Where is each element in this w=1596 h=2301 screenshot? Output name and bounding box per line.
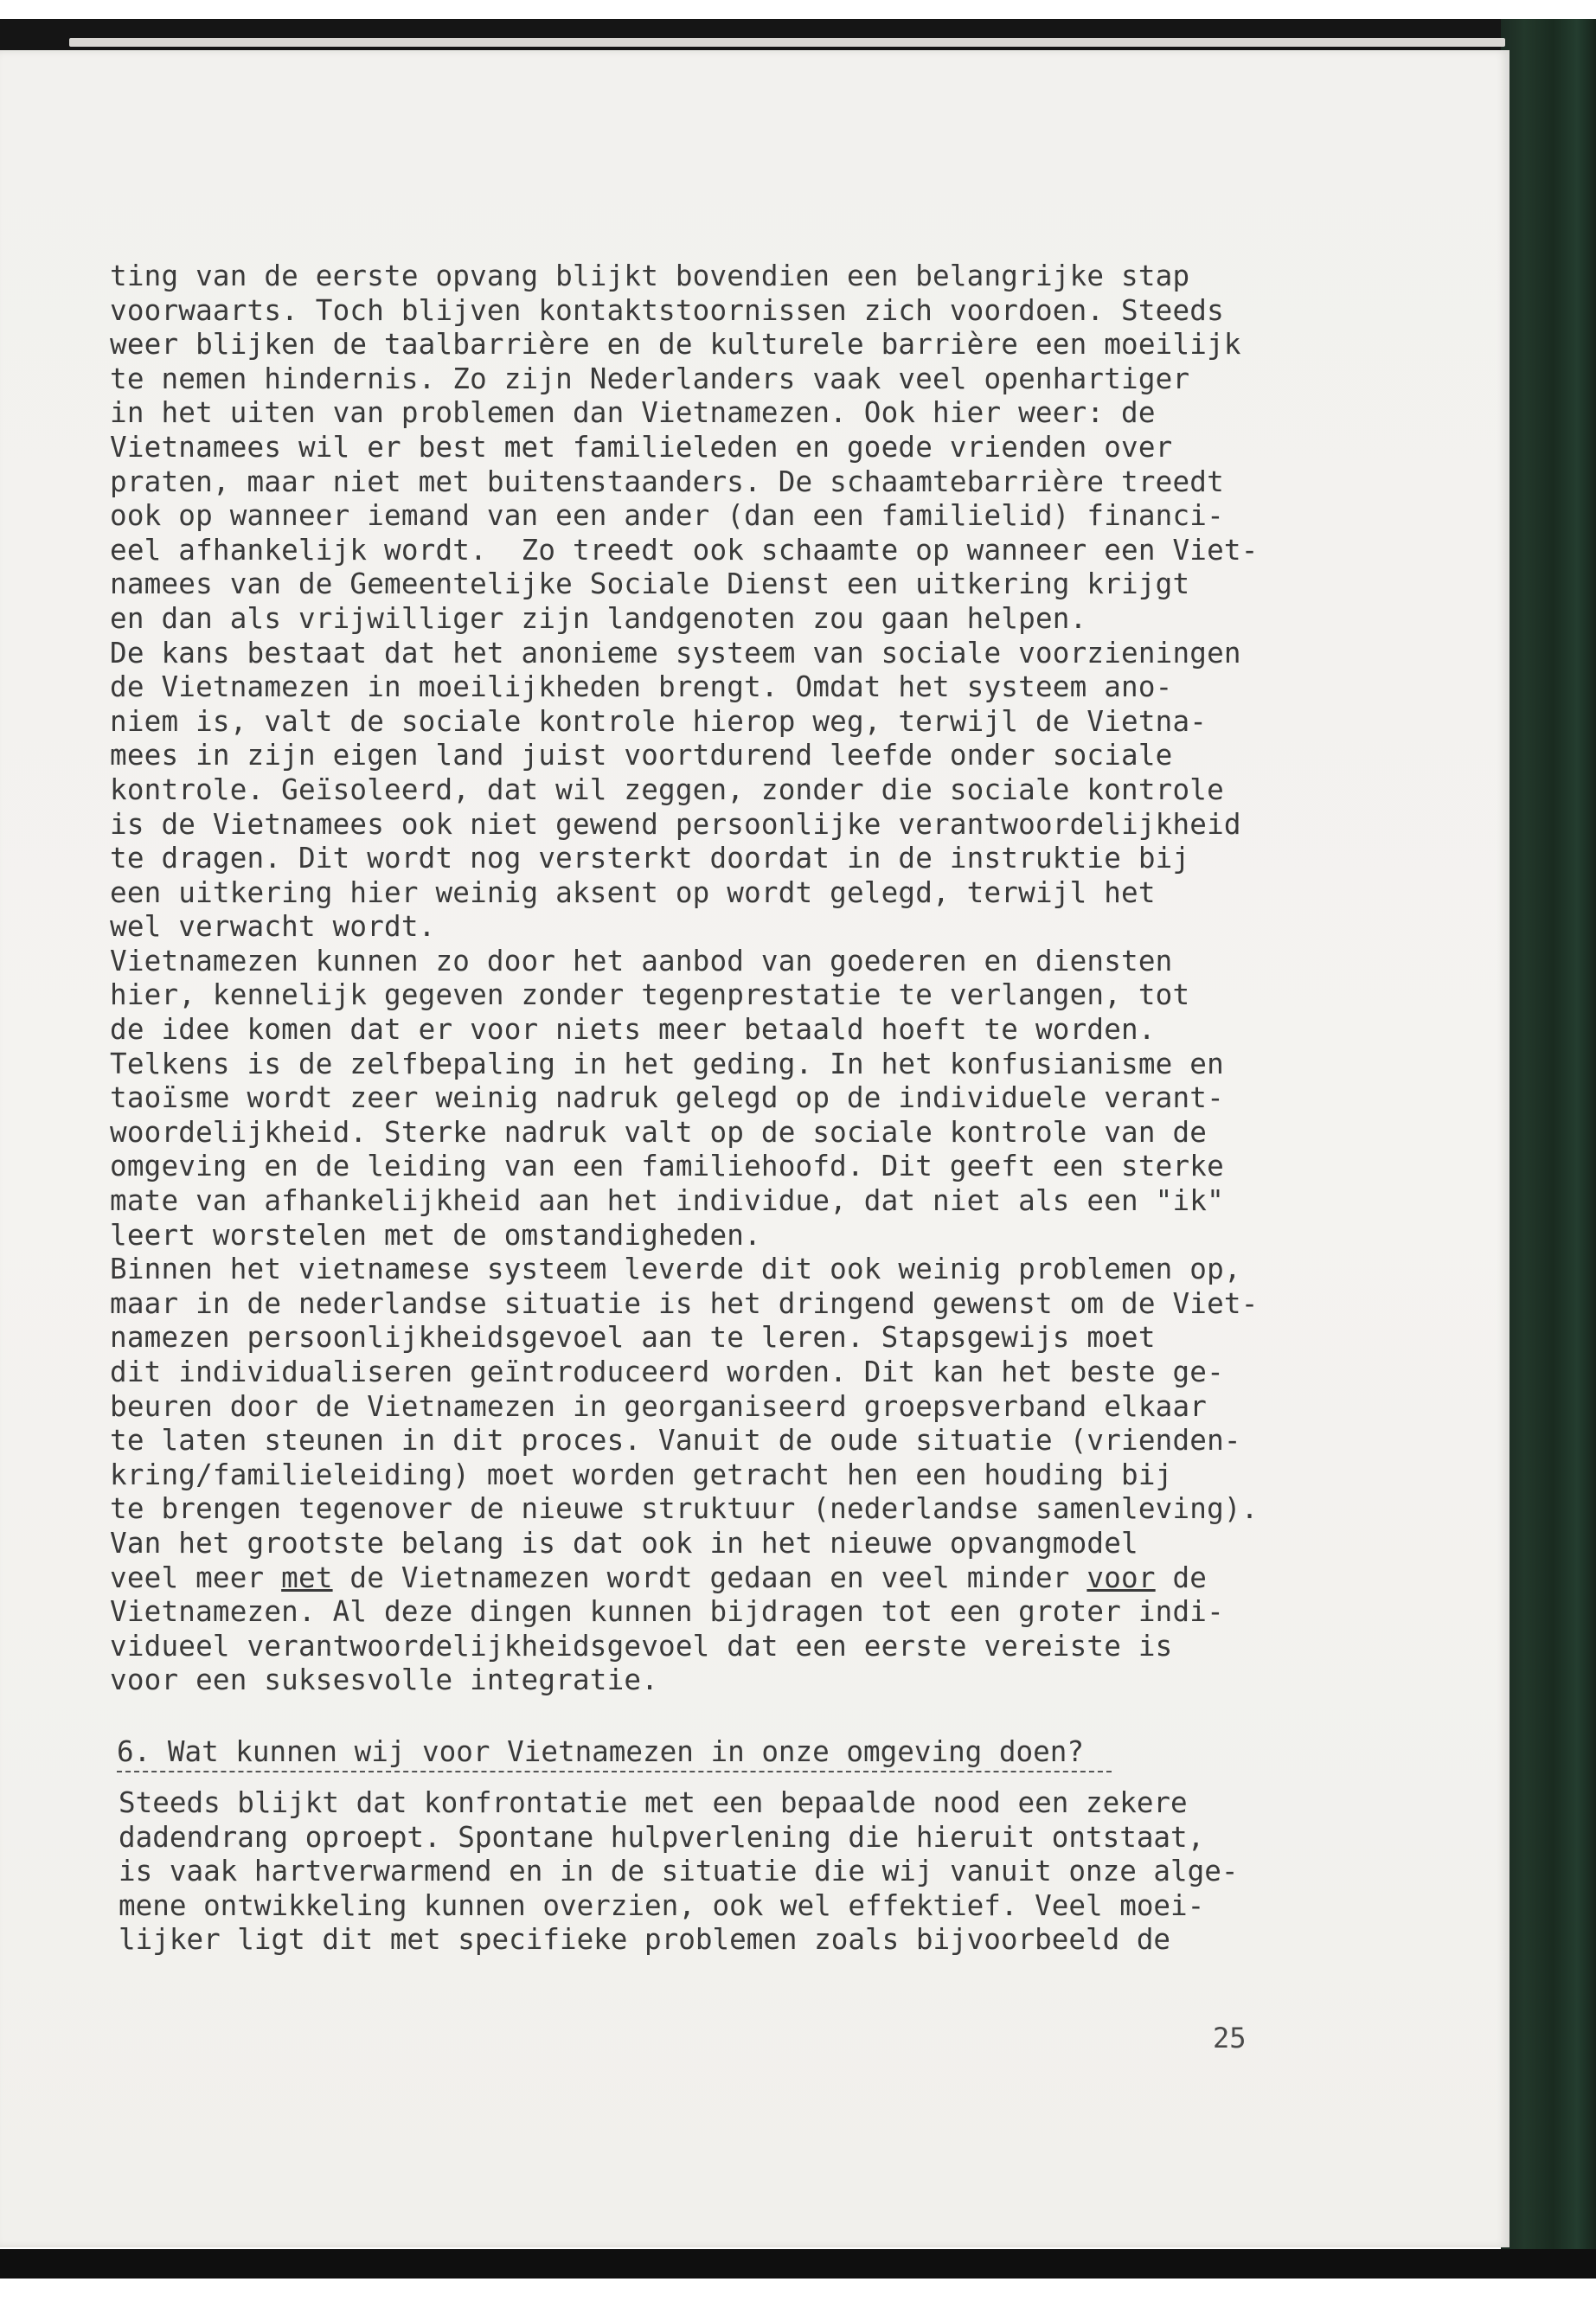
text-line: eel afhankelijk wordt. Zo treedt ook schaamte op wanneer een Viet- <box>110 533 1259 567</box>
text-line: ook op wanneer iemand van een ander (dan een familielid) financi- <box>110 499 1224 533</box>
emphasis-part: de Vietnamezen wordt gedaan en veel minder <box>332 1561 1087 1594</box>
emphasis-line <box>110 1561 1321 1596</box>
text-line: mate van afhankelijkheid aan het individue, dat niet als een "ik" <box>110 1184 1224 1218</box>
text-line: Vietnamezen kunnen zo door het aanbod van goederen en diensten <box>110 944 1173 977</box>
text-line: maar in de nederlandse situatie is het dringend gewenst om de Viet- <box>110 1286 1259 1320</box>
page-number: 25 <box>1213 2022 1247 2054</box>
text-line: kring/familieleiding) moet worden getracht hen een houding bij <box>110 1458 1173 1491</box>
text-line: is de Vietnamees ook niet gewend persoonlijke verantwoordelijkheid <box>110 807 1241 841</box>
text-line: de idee komen dat er voor niets meer betaald hoeft te worden. <box>110 1013 1156 1047</box>
text-line: leert worstelen met de omstandigheden. <box>110 1218 761 1252</box>
text-line: Steeds blijkt dat konfrontatie met een bepaalde nood een zekere <box>119 1786 1188 1819</box>
text-line: is vaak hartverwarmend en in de situatie die wij vanuit onze alge- <box>119 1855 1239 1888</box>
page-edge <box>69 38 1505 47</box>
text-line: praten, maar niet met buitenstaanders. De schaamtebarrière treedt <box>110 465 1224 498</box>
text-line: te laten steunen in dit proces. Vanuit de oude situatie (vrienden- <box>110 1424 1241 1458</box>
section-body-text <box>119 1786 1330 1958</box>
text-line: omgeving en de leiding van een familiehoofd. Dit geeft een sterke <box>110 1150 1224 1183</box>
text-line: in het uiten van problemen dan Vietnamezen. Ook hier weer: de <box>110 396 1156 430</box>
text-line: mene ontwikkeling kunnen overzien, ook wel effektief. Veel moei- <box>119 1888 1205 1922</box>
text-line: woordelijkheid. Sterke nadruk valt op de sociale kontrole van de <box>110 1115 1208 1149</box>
text-line: Vietnamees wil er best met familieleden en goede vrienden over <box>110 430 1173 464</box>
text-line: dit individualiseren geïntroduceerd worden. Dit kan het beste ge- <box>110 1356 1224 1388</box>
scan-bottom-border <box>0 2249 1596 2279</box>
text-line: ting van de eerste opvang blijkt bovendien een belangrijke stap <box>110 260 1190 292</box>
text-line: vidueel verantwoordelijkheidsgevoel dat een eerste vereiste is <box>110 1629 1173 1663</box>
text-line: namezen persoonlijkheidsgevoel aan te leren. Stapsgewijs moet <box>110 1321 1156 1355</box>
text-line: te brengen tegenover de nieuwe struktuur (nederlandse samenleving). <box>110 1492 1259 1526</box>
text-line: niem is, valt de sociale kontrole hierop weg, terwijl de Vietna- <box>110 704 1208 738</box>
underlined-word: met <box>281 1561 333 1594</box>
text-line: Vietnamezen. Al deze dingen kunnen bijdragen tot een groter indi- <box>110 1595 1224 1629</box>
text-line: taoïsme wordt zeer weinig nadruk gelegd op de individuele verant- <box>110 1081 1224 1115</box>
body-text <box>110 260 1321 1698</box>
text-line: een uitkering hier weinig aksent op wordt gelegd, terwijl het <box>110 875 1156 909</box>
text-line: hier, kennelijk gegeven zonder tegenprestatie te verlangen, tot <box>110 978 1190 1012</box>
emphasis-part: de <box>1155 1561 1208 1594</box>
text-line: lijker ligt dit met specifieke problemen zoals bijvoorbeeld de <box>119 1923 1171 1957</box>
text-line: te dragen. Dit wordt nog versterkt doordat in de instruktie bij <box>110 842 1190 875</box>
book-cover-edge <box>1501 19 1596 2279</box>
text-line: mees in zijn eigen land juist voortdurend leefde onder sociale <box>110 739 1173 772</box>
underlined-word: voor <box>1086 1561 1156 1594</box>
text-line: namees van de Gemeentelijke Sociale Dienst een uitkering krijgt <box>110 567 1190 601</box>
text-line: voorwaarts. Toch blijven kontaktstoornissen zich voordoen. Steeds <box>110 293 1224 327</box>
text-line: voor een suksesvolle integratie. <box>110 1663 659 1697</box>
text-line: weer blijken de taalbarrière en de kulturele barrière een moeilijk <box>110 328 1241 362</box>
emphasis-part: veel meer <box>110 1561 282 1594</box>
text-line: kontrole. Geïsoleerd, dat wil zeggen, zonder die sociale kontrole <box>110 772 1224 806</box>
text-line: wel verwacht wordt. <box>110 910 436 944</box>
text-line: te nemen hindernis. Zo zijn Nederlanders vaak veel openhartiger <box>110 362 1190 395</box>
text-line: De kans bestaat dat het anonieme systeem van sociale voorzieningen <box>110 636 1241 670</box>
text-line: Telkens is de zelfbepaling in het geding. In het konfusianisme en <box>110 1047 1224 1080</box>
text-line: dadendrang oproept. Spontane hulpverlening die hieruit ontstaat, <box>119 1820 1205 1854</box>
text-line: beuren door de Vietnamezen in georganiseerd groepsverband elkaar <box>110 1389 1208 1423</box>
text-line: de Vietnamezen in moeilijkheden brengt. Omdat het systeem ano- <box>110 670 1173 704</box>
text-line: Binnen het vietnamese systeem leverde dit ook weinig problemen op, <box>110 1253 1241 1286</box>
section-heading: 6. Wat kunnen wij voor Vietnamezen in onze omgeving doen? <box>117 1734 1112 1772</box>
text-line: Van het grootste belang is dat ook in het nieuwe opvangmodel <box>110 1526 1138 1560</box>
text-line: en dan als vrijwilliger zijn landgenoten zou gaan helpen. <box>110 601 1087 635</box>
